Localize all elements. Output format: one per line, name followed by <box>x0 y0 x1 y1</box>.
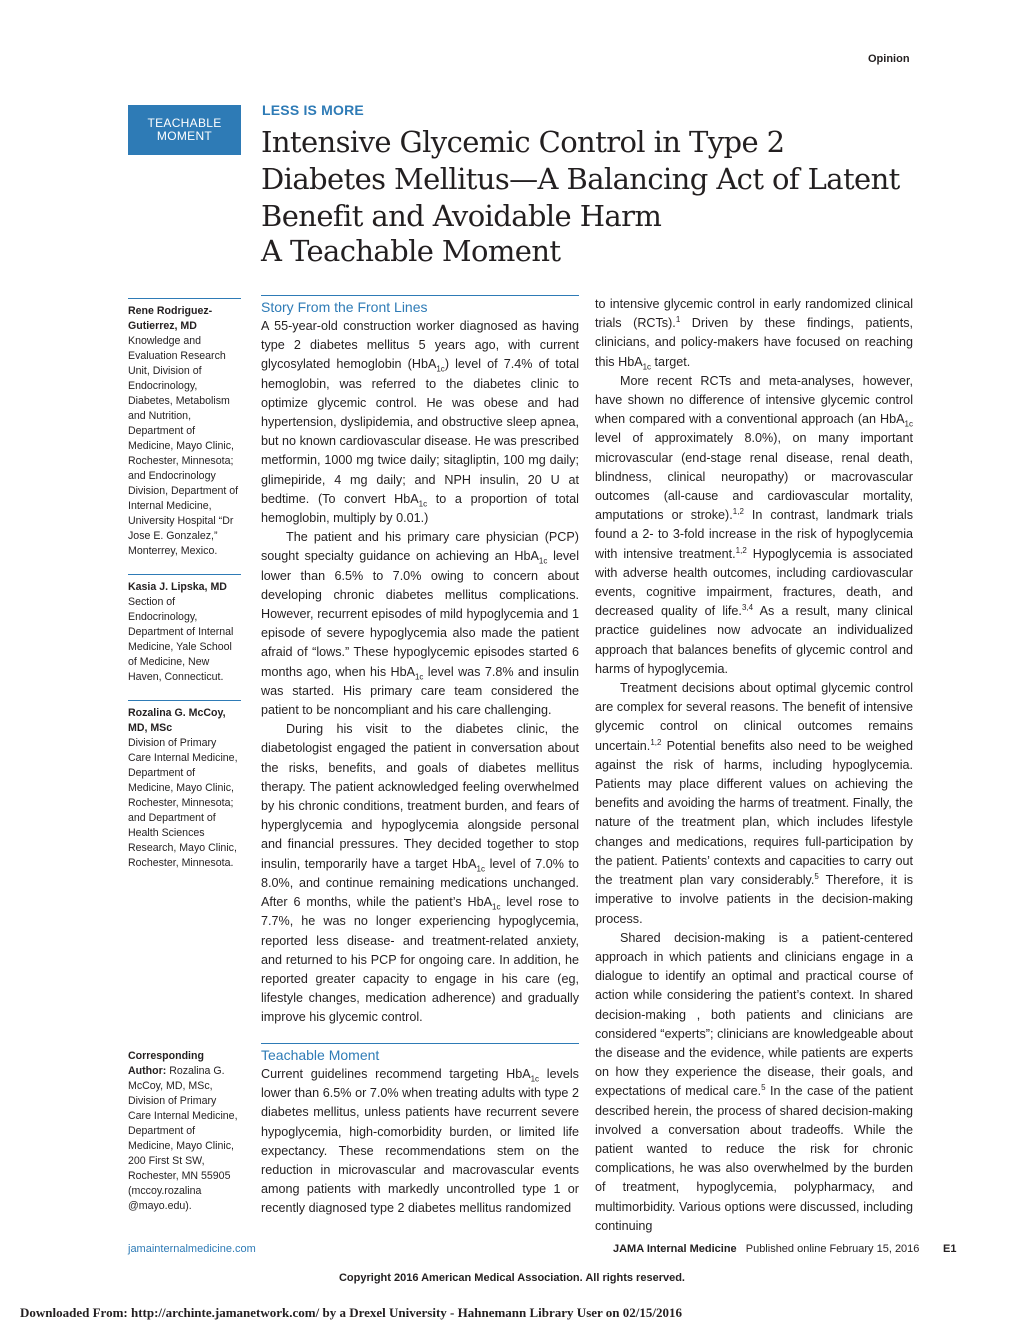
author-affiliation: Division of Primary Care Internal Medicine, Department of Medicine, Mayo Clinic, Rochester, Minnesota; and Department of Health Sciences Research, Mayo Clinic, Rochester, Minnesota. <box>128 737 238 869</box>
corresponding-text: Rozalina G. McCoy, MD, MSc, Division of Primary Care Internal Medicine, Department of Medicine, Mayo Clinic, 200 First St SW, Rochester, MN 55905 (mccoy.rozalina @mayo.edu). <box>128 1065 238 1212</box>
column-middle-lower <box>261 1043 579 1219</box>
article-subtitle: A Teachable Moment <box>261 234 561 268</box>
divider <box>261 1043 579 1044</box>
copyright-notice: Copyright 2016 American Medical Association. All rights reserved. <box>338 1272 685 1284</box>
page-number: E1 <box>943 1243 957 1255</box>
journal-name: JAMA Internal Medicine <box>613 1243 737 1255</box>
column-middle <box>261 295 579 1028</box>
paragraph: More recent RCTs and meta-analyses, however, have shown no difference of intensive glycemic control when compared with a conventional approach (an HbA$_{1c}$ level of approximately 8.0%), on many important microvascular (end-stage renal disease, renal death, blindness, clinical neuropathy) or macrovascular outcomes (all-cause and cardiovascular mortality, amputations or stroke).$^{1,2}$ In contrast, landmark trials found a 2- to 3-fold increase in the risk of hypoglycemia with intensive treatment.$^{1,2}$ Hypoglycemia is associated with adverse health outcomes, including cardiovascular events, cognitive impairment, fractures, death, and decreased quality of life.$^{3,4}$ As a result, many clinical practice guidelines now advocate an individualized approach that balances benefits of glycemic control and harms of hypoglycemia. <box>595 373 913 676</box>
author-affiliation: Knowledge and Evaluation Research Unit, Division of Endocrinology, Diabetes, Metabolism and Nutrition, Department of Medicine, Mayo Clinic, Rochester, Minnesota; and Endocrinology Division, Department of Internal Medicine, University Hospital “Dr Jose E. Gonzalez,” Monterrey, Mexico. <box>128 335 239 557</box>
teachable-heading <box>261 1043 579 1065</box>
corresponding-author <box>128 1049 241 1214</box>
divider <box>261 295 579 296</box>
publish-date: Published online February 15, 2016 <box>745 1243 920 1255</box>
author-name: Rene Rodriguez-Gutierrez, MD <box>128 305 213 332</box>
column-right <box>595 295 913 1236</box>
paragraph: A 55-year-old construction worker diagnosed as having type 2 diabetes mellitus 5 years ago, with current glycosylated hemoglobin (HbA$_{1c}$) level of 7.4% of total hemoglobin, was referred to the diabetes clinic to optimize glycemic control. He was obese and had hypertension, dyslipidemia, and obstructive sleep apnea, but no known cardiovascular disease. He was prescribed metformin, 1000 mg twice daily; sitagliptin, 100 mg daily; glimepiride, 4 mg daily; and NPH insulin, 20 U at bedtime. (To convert HbA$_{1c}$ to a proportion of total hemoglobin, multiply by 0.01.) <box>261 319 580 526</box>
paragraph: to intensive glycemic control in early randomized clinical trials (RCTs).$^1$ Driven by these findings, patients, clinicians, and policy-makers have focused on reaching this HbA$_{1c}$ target. <box>595 297 913 372</box>
footer-citation <box>613 1243 919 1255</box>
author-1 <box>128 298 241 559</box>
story-heading <box>261 295 579 317</box>
paragraph: Shared decision-making is a patient-centered approach in which patients and clinicians engage in a dialogue to identify an optimal and practical course of action while considering the patient’s context. In shared decision-making , both patients and clinicians are considered “experts”; clinicians are knowledgeable about the disease and the evidence, while patients are experts on how they experience the disease, their goals, and expectations of medical care.$^5$ In the case of the patient described herein, the process of shared decision-making involved a conversation about tradeoffs. While the patient wanted to reduce the risk for chronic complications, he was also overwhelmed by the burden of treatment, hypoglycemia, polypharmacy, and multimorbidity. Various options were discussed, including continuing <box>595 930 913 1233</box>
teachable-heading-text: Teachable Moment <box>261 1047 380 1063</box>
journal-website-link[interactable]: jamainternalmedicine.com <box>128 1243 256 1255</box>
section-label: Opinion <box>868 53 910 65</box>
divider <box>128 700 241 701</box>
divider <box>128 298 241 299</box>
paragraph: During his visit to the diabetes clinic, the diabetologist engaged the patient in conversation about the risks, benefits, and goals of diabetes mellitus therapy. The patient acknowledged feeling overwhelmed by his chronic conditions, treatment burden, and fears of hyperglycemia and hypoglycemia alongside personal and financial pressures. They decided together to stop insulin, temporarily have a target HbA$_{1c}$ level of 7.0% to 8.0%, and continue remaining medications unchanged. After 6 months, while the patient’s HbA$_{1c}$ level rose to 7.7%, he was no longer experiencing hypoglycemia, reported less disease- and treatment-related anxiety, and returned to his PCP for ongoing care. In addition, he reported greater capacity to engage in his care (eg, lifestyle changes, medication adherence) and gradually improve his glycemic control. <box>261 722 580 1025</box>
author-name: Rozalina G. McCoy, MD, MSc <box>128 707 226 734</box>
author-2 <box>128 574 241 685</box>
download-note: Downloaded From: http://archinte.jamanetwork.com/ by a Drexel University - Hahnemann Library User on 02/15/2016 <box>20 1305 683 1320</box>
badge-line-2: MOMENT <box>156 129 213 143</box>
teachable-moment-badge <box>128 105 241 155</box>
paragraph: Current guidelines recommend targeting HbA$_{1c}$ levels lower than 6.5% or 7.0% when treating adults with type 2 diabetes mellitus, unless patients have recurrent severe hypoglycemia, high-comorbidity burden, or limited life expectancy. These recommendations stem on the reduction in microvascular and macrovascular events among patients with markedly uncontrolled type 1 or recently diagnosed type 2 diabetes mellitus randomized <box>261 1067 579 1216</box>
paragraph: Treatment decisions about optimal glycemic control are complex for several reasons. The benefit of intensive glycemic control on clinical outcomes remains uncertain.$^{1,2}$ Potential benefits also need to be weighed against the risk of harms, including hypoglycemia. Patients may place different values on achieving the benefits and avoiding the harms of treatment. Finally, the nature of the treatment plan, which includes lifestyle changes and medications, requires full-participation by the patient. Patients’ contexts and capacities to carry out the treatment plan vary considerably.$^5$ Therefore, it is imperative to involve patients in the decision-making process. <box>595 681 913 926</box>
author-3 <box>128 700 241 871</box>
paragraph: The patient and his primary care physician (PCP) sought specialty guidance on achieving an HbA$_{1c}$ level lower than 6.5% to 7.0% owing to concern about developing chronic diabetes mellitus complications. However, recurrent episodes of mild hypoglycemia and 1 episode of severe hypoglycemia also made the patient afraid of “lows.” These hypoglycemic episodes started 6 months ago, when his HbA$_{1c}$ level was 7.8% and insulin was started. His primary care team considered the patient to be noncompliant and his care challenging. <box>261 530 579 718</box>
series-label: LESS IS MORE <box>262 102 364 118</box>
badge-line-1: TEACHABLE <box>147 116 222 130</box>
divider <box>128 574 241 575</box>
corresponding-label: Corresponding Author: <box>128 1050 204 1077</box>
author-affiliation: Section of Endocrinology, Department of Internal Medicine, Yale School of Medicine, New Haven, Connecticut. <box>128 596 234 683</box>
article-title: Intensive Glycemic Control in Type 2 Diabetes Mellitus—A Balancing Act of Latent Benefit and Avoidable Harm <box>261 125 900 233</box>
author-name: Kasia J. Lipska, MD <box>128 581 227 593</box>
story-heading-text: Story From the Front Lines <box>261 299 428 315</box>
